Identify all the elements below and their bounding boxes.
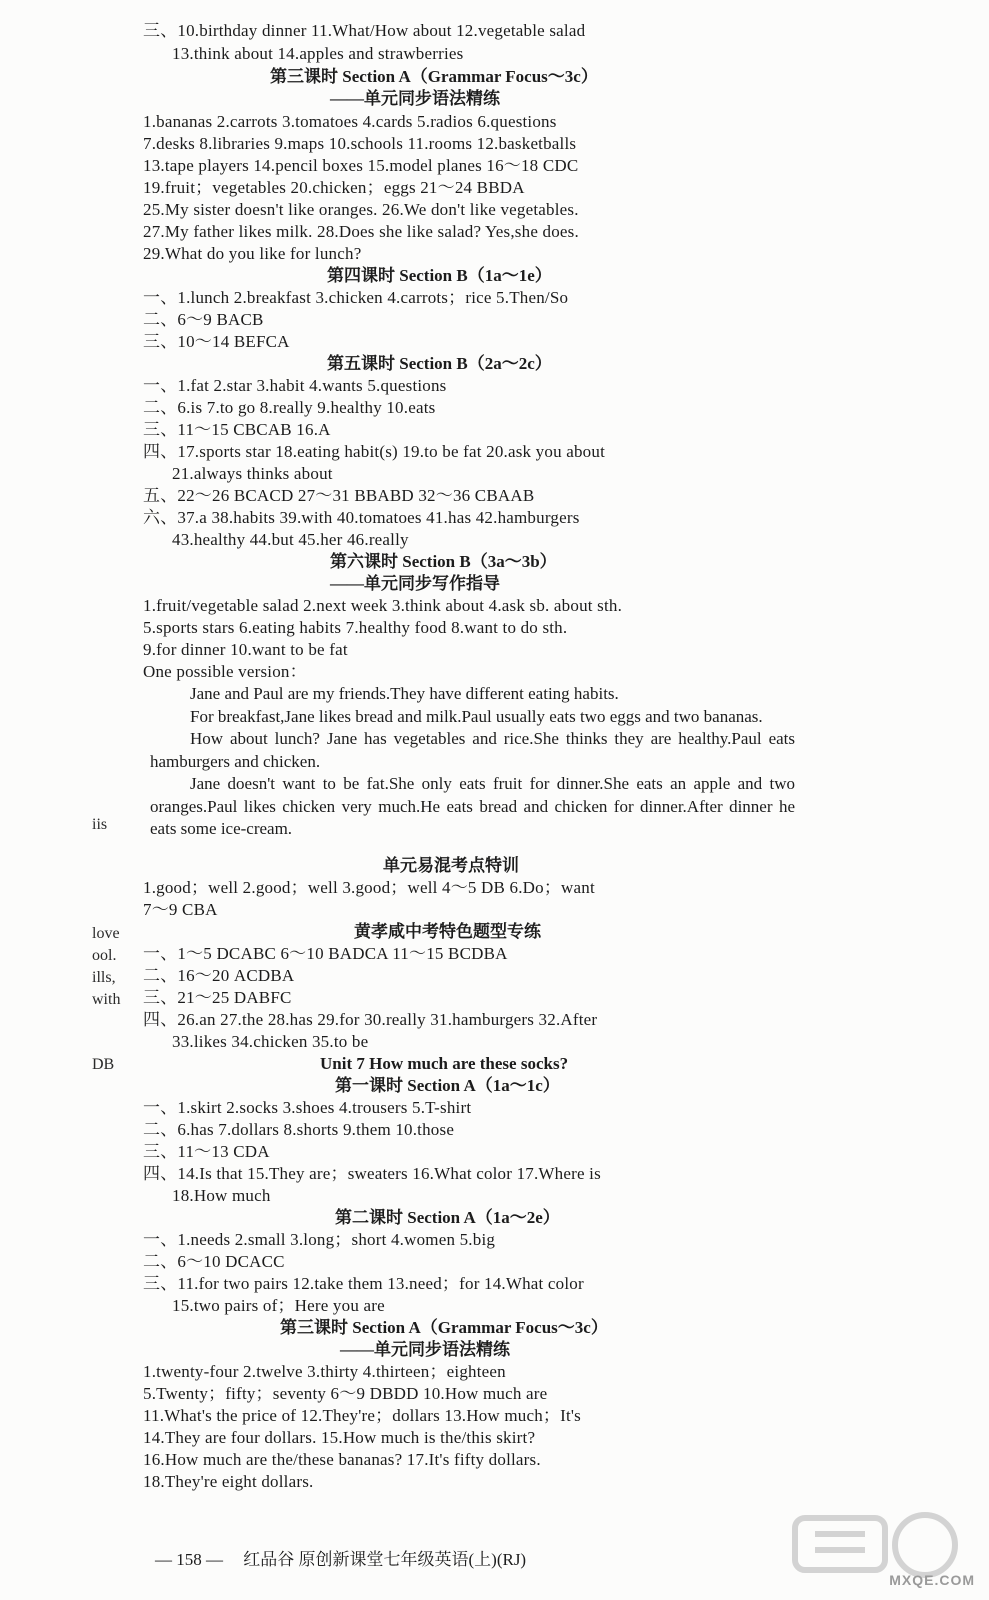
answer-line: 11.What's the price of 12.They're；dollars 13.How much；It's	[143, 1406, 581, 1425]
answer-line: 一、1～5 DCABC 6～10 BADCA 11～15 BCDBA	[143, 944, 508, 963]
answer-line: 25.My sister doesn't like oranges. 26.We don't like vegetables.	[143, 200, 579, 219]
page-number: — 158 —	[155, 1550, 223, 1569]
sample-essay	[150, 683, 795, 841]
answer-line: 三、10.birthday dinner 11.What/How about 12.vegetable salad	[143, 21, 586, 40]
answer-line: 7.desks 8.libraries 9.maps 10.schools 11.rooms 12.basketballs	[143, 134, 577, 153]
answer-line: 7～9 CBA	[143, 900, 218, 919]
section-heading: ——单元同步语法精练	[330, 89, 500, 108]
answer-line: 27.My father likes milk. 28.Does she like salad? Yes,she does.	[143, 222, 579, 241]
watermark-text: MXQE.COM	[889, 1572, 975, 1588]
answer-line: 六、37.a 38.habits 39.with 40.tomatoes 41.has 42.hamburgers	[143, 508, 580, 527]
section-heading: ——单元同步语法精练	[340, 1340, 510, 1359]
book-title: 红品谷 原创新课堂七年级英语(上)(RJ)	[243, 1550, 527, 1569]
answer-line: 5.sports stars 6.eating habits 7.healthy food 8.want to do sth.	[143, 618, 568, 637]
answer-line: 三、10～14 BEFCA	[143, 332, 290, 351]
essay-paragraph: Jane and Paul are my friends.They have different eating habits.	[190, 684, 619, 703]
answer-line: 13.think about 14.apples and strawberries	[172, 44, 464, 63]
answer-line: 13.tape players 14.pencil boxes 15.model planes 16～18 CDC	[143, 156, 579, 175]
section-heading: 单元易混考点特训	[383, 856, 519, 875]
answer-line: 四、26.an 27.the 28.has 29.for 30.really 31.hamburgers 32.After	[143, 1010, 598, 1029]
section-heading: 第四课时 Section B（1a～1e）	[327, 266, 552, 285]
answer-line: 一、1.skirt 2.socks 3.shoes 4.trousers 5.T-shirt	[143, 1098, 472, 1117]
section-heading: ——单元同步写作指导	[330, 574, 500, 593]
page-footer	[155, 1545, 526, 1570]
section-heading: 第五课时 Section B（2a～2c）	[327, 354, 552, 373]
section-heading: 黄孝咸中考特色题型专练	[354, 922, 541, 941]
answer-line: 二、6～9 BACB	[143, 310, 264, 329]
answer-line: 四、17.sports star 18.eating habit(s) 19.to be fat 20.ask you about	[143, 442, 606, 461]
answer-line: 21.always thinks about	[172, 464, 333, 483]
answer-line: 1.fruit/vegetable salad 2.next week 3.think about 4.ask sb. about sth.	[143, 596, 623, 615]
answer-line: 一、1.lunch 2.breakfast 3.chicken 4.carrots；rice 5.Then/So	[143, 288, 569, 307]
answer-line: 五、22～26 BCACD 27～31 BBABD 32～36 CBAAB	[143, 486, 535, 505]
answer-line: 43.healthy 44.but 45.her 46.really	[172, 530, 409, 549]
answer-line: 16.How much are the/these bananas? 17.It's fifty dollars.	[143, 1450, 541, 1469]
answer-line: 15.two pairs of；Here you are	[172, 1296, 385, 1315]
answer-line: 一、1.fat 2.star 3.habit 4.wants 5.questions	[143, 376, 447, 395]
margin-fragment: ills,	[92, 969, 116, 986]
answer-line: 三、11.for two pairs 12.take them 13.need；for 14.What color	[143, 1274, 584, 1293]
answer-line: 14.They are four dollars. 15.How much is the/this skirt?	[143, 1428, 536, 1447]
answer-line: 33.likes 34.chicken 35.to be	[172, 1032, 369, 1051]
essay-paragraph: For breakfast,Jane likes bread and milk.Paul usually eats two eggs and two bananas.	[190, 706, 763, 726]
section-heading: 第二课时 Section A（1a～2e）	[335, 1208, 560, 1227]
answer-line: 18.How much	[172, 1186, 271, 1205]
answer-line: One possible version：	[143, 662, 307, 681]
section-heading: 第三课时 Section A（Grammar Focus～3c）	[280, 1318, 608, 1337]
answer-line: 三、11～13 CDA	[143, 1142, 270, 1161]
answer-line: 四、14.Is that 15.They are；sweaters 16.What color 17.Where is	[143, 1164, 601, 1183]
section-heading: Unit 7 How much are these socks?	[320, 1054, 569, 1073]
answer-line: 一、1.needs 2.small 3.long；short 4.women 5.big	[143, 1230, 496, 1249]
margin-fragment: love	[92, 925, 120, 942]
answer-line: 二、6.is 7.to go 8.really 9.healthy 10.eats	[143, 398, 436, 417]
answer-line: 1.bananas 2.carrots 3.tomatoes 4.cards 5.radios 6.questions	[143, 112, 557, 131]
margin-fragment: with	[92, 991, 121, 1008]
answer-line: 18.They're eight dollars.	[143, 1472, 314, 1491]
answer-line: 9.for dinner 10.want to be fat	[143, 640, 348, 659]
margin-fragment: DB	[92, 1056, 115, 1073]
answer-line: 二、6～10 DCACC	[143, 1252, 285, 1271]
section-heading: 第一课时 Section A（1a～1c）	[335, 1076, 560, 1095]
margin-fragment: ool.	[92, 947, 117, 964]
margin-fragment: iis	[92, 816, 108, 833]
section-heading: 第六课时 Section B（3a～3b）	[330, 552, 557, 571]
essay-paragraph: Jane doesn't want to be fat.She only eats fruit for dinner.She eats an apple and two oranges.Paul likes chicken very much.He eats bread and chicken for dinner.After dinner he eats some ice-cream.	[150, 774, 795, 838]
answer-line: 1.good；well 2.good；well 3.good；well 4～5 DB 6.Do；want	[143, 878, 595, 897]
section-heading: 第三课时 Section A（Grammar Focus～3c）	[270, 67, 598, 86]
answer-line: 三、11～15 CBCAB 16.A	[143, 420, 331, 439]
answer-line: 19.fruit；vegetables 20.chicken；eggs 21～24 BBDA	[143, 178, 525, 197]
answer-line: 二、6.has 7.dollars 8.shorts 9.them 10.those	[143, 1120, 455, 1139]
answer-line: 1.twenty-four 2.twelve 3.thirty 4.thirteen；eighteen	[143, 1362, 506, 1381]
answer-line: 二、16～20 ACDBA	[143, 966, 295, 985]
answer-line: 29.What do you like for lunch?	[143, 244, 362, 263]
answer-line: 5.Twenty；fifty；seventy 6～9 DBDD 10.How much are	[143, 1384, 548, 1403]
answer-line: 三、21～25 DABFC	[143, 988, 292, 1007]
essay-paragraph: How about lunch? Jane has vegetables and rice.She thinks they are healthy.Paul eats hamburgers and chicken.	[150, 729, 795, 771]
